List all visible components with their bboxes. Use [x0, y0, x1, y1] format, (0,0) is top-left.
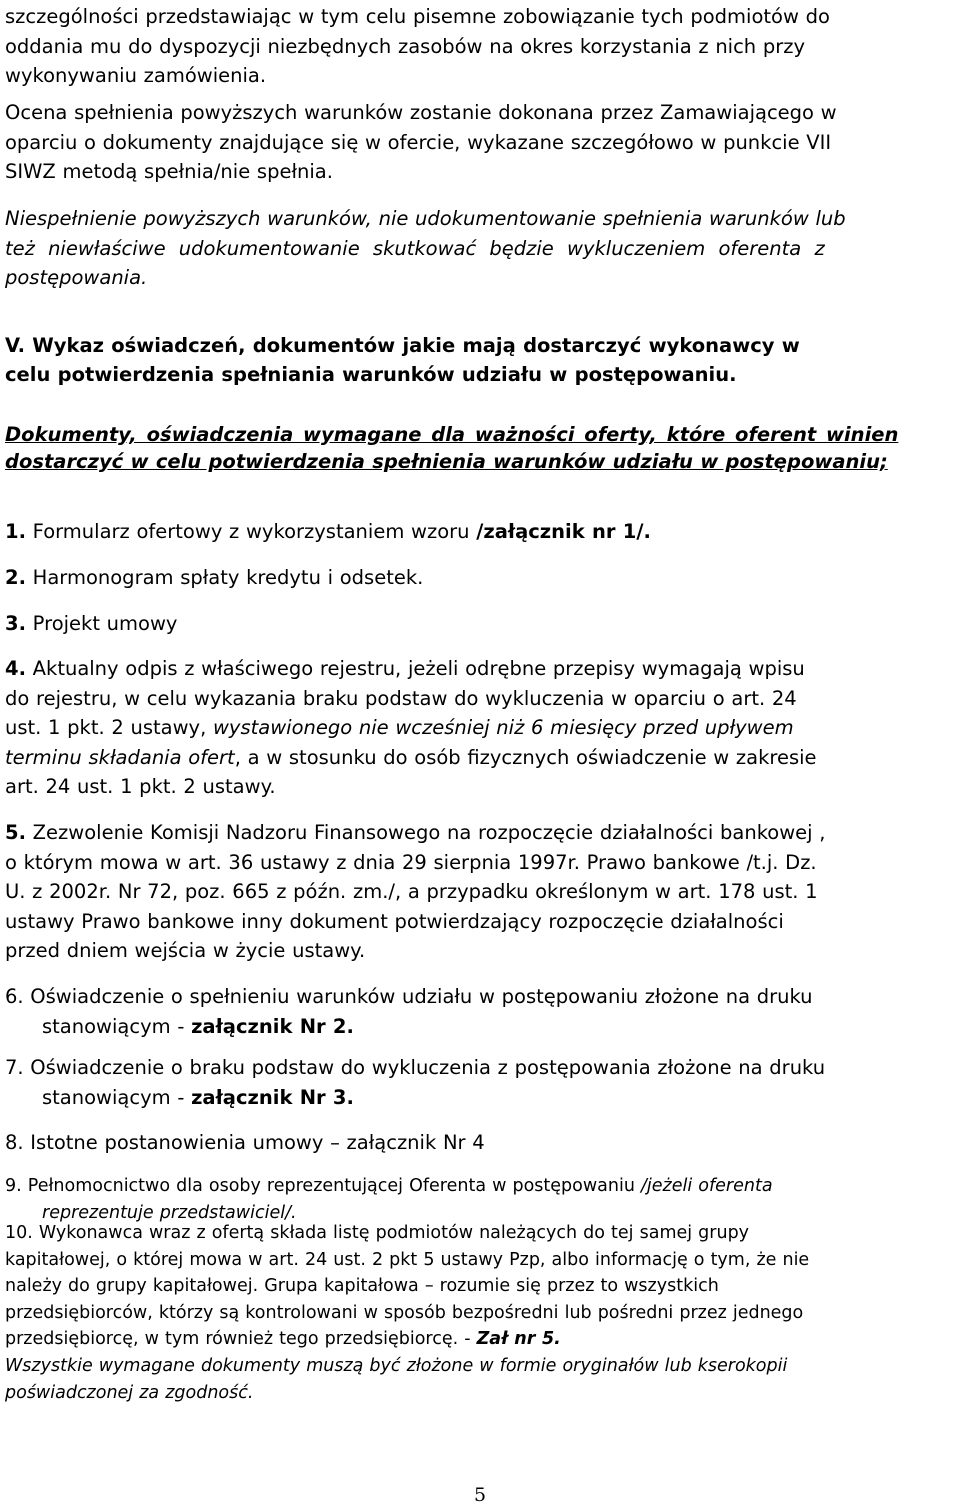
text-line [5, 1012, 813, 1042]
list-item [5, 1220, 809, 1353]
text-line: do rejestru, w celu wykazania braku podstaw do wykluczenia w oparciu o art. 24 [5, 686, 797, 710]
text-line: U. z 2002r. Nr 72, poz. 665 z późn. zm./, a przypadku określonym w art. 178 ust. 1 [5, 880, 818, 903]
non-compliance-paragraph [5, 204, 957, 293]
item-number: 4. [5, 657, 26, 680]
list-item [5, 818, 825, 966]
item-reference: załącznik Nr 2. [191, 1014, 354, 1038]
text-line [5, 818, 825, 848]
text-line: SIWZ metodą spełnia/nie spełnia. [5, 160, 333, 183]
item-text: Formularz ofertowy z wykorzystaniem wzoru [25, 520, 477, 543]
text-line: Wszystkie wymagane dokumenty muszą być złożone w formie oryginałów lub kserokopii [5, 1356, 788, 1376]
page-number: 5 [473, 1484, 487, 1506]
section-heading-line: V. Wykaz oświadczeń, dokumentów jakie mają dostarczyć wykonawcy w [5, 334, 800, 357]
text-line: postępowania. [5, 266, 148, 289]
item-text: , a w stosunku do osób fizycznych oświadczenie w zakresie [234, 745, 817, 769]
text-line: Niespełnienie powyższych warunków, nie udokumentowanie spełnienia warunków lub [5, 207, 846, 230]
text-line: 10. Wykonawca wraz z ofertą składa listę podmiotów należących do tej samej grupy [5, 1223, 750, 1243]
text-line: też niewłaściwe udokumentowanie skutkować będzie wykluczeniem oferenta z [5, 236, 825, 260]
list-item [5, 1053, 825, 1112]
list-item [5, 982, 813, 1041]
item-text: przedsiębiorcę, w tym również tego przedsiębiorcę. - [5, 1329, 477, 1350]
intro-paragraph [5, 2, 830, 91]
text-line: Ocena spełnienia powyższych warunków zostanie dokonana przez Zamawiającego w [5, 101, 837, 124]
item-number: 5. [5, 821, 26, 844]
text-line: 6. Oświadczenie o spełnieniu warunków udziału w postępowaniu złożone na druku [5, 985, 813, 1008]
documents-heading [5, 421, 898, 475]
item-number: 3. [5, 612, 26, 635]
text-line [5, 1326, 809, 1353]
text-line: przedsiębiorców, którzy są kontrolowani w sposób bezpośredni lub pośredni przez jednego [5, 1302, 804, 1323]
list-item [5, 609, 177, 639]
list-item [5, 654, 817, 802]
text-line [5, 1173, 773, 1200]
text-line: oparciu o dokumenty znajdujące się w ofercie, wykazane szczegółowo w punkcie VII [5, 130, 832, 154]
item-number: 2. [5, 566, 26, 589]
list-item: 8. Istotne postanowienia umowy – załącznik Nr 4 [5, 1131, 485, 1154]
text-line [5, 1083, 825, 1113]
text-line [5, 743, 817, 773]
item-text: stanowiącym - [42, 1014, 192, 1038]
item-text: 9. Pełnomocnictwo dla osoby reprezentującej Oferenta w postępowaniu [5, 1176, 642, 1196]
list-item [5, 517, 651, 547]
text-line: poświadczonej za zgodność. [5, 1382, 254, 1403]
text-line: o którym mowa w art. 36 ustawy z dnia 29 sierpnia 1997r. Prawo bankowe /t.j. Dz. [5, 850, 817, 874]
text-line: należy do grupy kapitałowej. Grupa kapitałowa – rozumie się przez to wszystkich [5, 1276, 719, 1297]
text-line: przed dniem wejścia w życie ustawy. [5, 939, 366, 962]
documents-heading-line: Dokumenty, oświadczenia wymagane dla ważności oferty, które oferent winien [5, 423, 899, 446]
text-line: kapitałowej, o której mowa w art. 24 ust. 2 pkt 5 ustawy Pzp, albo informację o tym, że nie [5, 1249, 810, 1270]
item-reference: /załącznik nr 1/. [476, 520, 651, 543]
text-line [5, 713, 817, 743]
text-line: reprezentuje przedstawiciel/. [42, 1202, 297, 1223]
text-line: wykonywaniu zamówienia. [5, 64, 267, 87]
item-text: ust. 1 pkt. 2 ustawy, [5, 716, 213, 739]
item-text: stanowiącym - [42, 1085, 192, 1109]
list-item [5, 563, 423, 593]
item-text-italic: wystawionego nie wcześniej niż 6 miesięcy przed upływem [212, 716, 794, 739]
item-number: 1. [5, 520, 26, 543]
list-item [5, 1173, 773, 1226]
item-reference: załącznik Nr 3. [191, 1085, 354, 1109]
text-line: oddania mu do dyspozycji niezbędnych zasobów na okres korzystania z nich przy [5, 34, 806, 58]
assessment-paragraph [5, 98, 837, 187]
text-line: ustawy Prawo bankowe inny dokument potwierdzający rozpoczęcie działalności [5, 909, 784, 933]
item-text-italic: /jeżeli oferenta [641, 1176, 773, 1196]
section-v-heading [5, 331, 800, 388]
item-text: Harmonogram spłaty kredytu i odsetek. [25, 566, 424, 589]
item-text: Zezwolenie Komisji Nadzoru Finansowego na rozpoczęcie działalności bankowej , [25, 821, 826, 844]
item-text-italic: terminu składania ofert [5, 745, 235, 769]
item-text: Projekt umowy [25, 612, 178, 635]
item-reference: Zał nr 5. [476, 1329, 561, 1350]
documents-heading-line: dostarczyć w celu potwierdzenia spełnienia warunków udziału w postępowaniu; [5, 450, 888, 473]
item-text: Aktualny odpis z właściwego rejestru, jeżeli odrębne przepisy wymagają wpisu [25, 657, 805, 680]
closing-paragraph [5, 1353, 787, 1406]
text-line [5, 654, 817, 684]
section-heading-line: celu potwierdzenia spełniania warunków udziału w postępowaniu. [5, 362, 737, 386]
text-line: art. 24 ust. 1 pkt. 2 ustawy. [5, 775, 276, 798]
text-line: 7. Oświadczenie o braku podstaw do wykluczenia z postępowania złożone na druku [5, 1056, 826, 1079]
text-line: szczególności przedstawiając w tym celu pisemne zobowiązanie tych podmiotów do [5, 5, 830, 28]
